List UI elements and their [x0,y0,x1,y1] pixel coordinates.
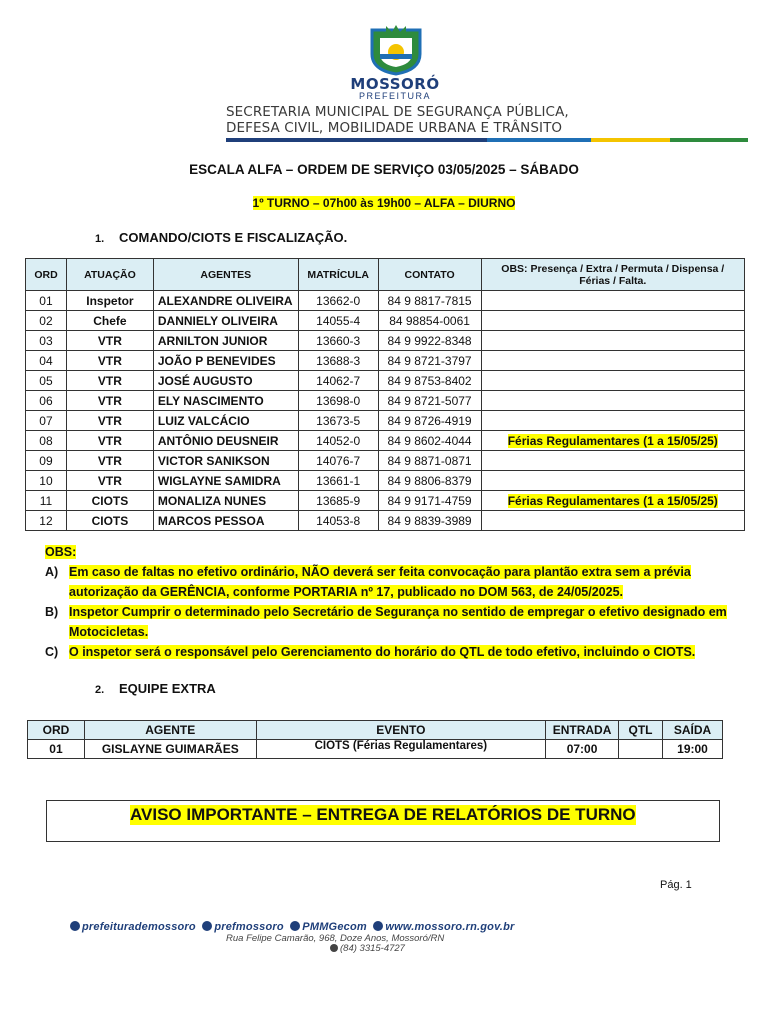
atuacao-cell: VTR [66,371,153,391]
equipe-col-header: AGENTE [84,721,256,740]
contato-cell: 84 9 9922-8348 [378,331,481,351]
table-row [26,391,745,411]
agente-cell: DANNIELY OLIVEIRA [153,311,298,331]
table-row [26,331,745,351]
atuacao-cell: CIOTS [66,491,153,511]
matricula-cell: 14052-0 [298,431,378,451]
equipe-col-header: ENTRADA [546,721,619,740]
ord-cell: 10 [26,471,67,491]
ord-cell: 06 [26,391,67,411]
agente-cell: VICTOR SANIKSON [153,451,298,471]
atuacao-cell: VTR [66,351,153,371]
ord-cell: 02 [26,311,67,331]
section-2-heading [95,681,216,696]
contato-cell: 84 9 8721-5077 [378,391,481,411]
prefeitura-crest-logo [366,24,426,76]
agente-cell: WIGLAYNE SAMIDRA [153,471,298,491]
equipe-col-header: EVENTO [256,721,545,740]
obs-cell [481,351,745,371]
obs-cell [481,391,745,411]
ord-cell: 05 [26,371,67,391]
globe-icon [373,921,383,931]
agente-cell: GISLAYNE GUIMARÃES [84,740,256,759]
ord-cell: 01 [26,291,67,311]
equipe-col-header: QTL [619,721,663,740]
secretaria-line-1: SECRETARIA MUNICIPAL DE SEGURANÇA PÚBLICA, [226,104,569,120]
agente-cell: LUIZ VALCÁCIO [153,411,298,431]
section-2-label: EQUIPE EXTRA [119,681,216,696]
turno-text: 1º TURNO – 07h00 às 19h00 – ALFA – DIURNO [252,196,516,210]
table-row [28,740,723,759]
escala-col-header: AGENTES [153,259,298,291]
footer-phone: (84) 3315-4727 [340,943,405,954]
twitter-icon [202,921,212,931]
secretaria-name [226,104,586,136]
equipe-extra-table [27,720,723,759]
matricula-cell: 14053-8 [298,511,378,531]
obs-note: Férias Regulamentares (1 a 15/05/25) [507,433,718,448]
table-row [26,311,745,331]
equipe-col-header: SAÍDA [662,721,722,740]
contato-cell: 84 9 8753-8402 [378,371,481,391]
ord-cell: 11 [26,491,67,511]
aviso-text: AVISO IMPORTANTE – ENTREGA DE RELATÓRIOS DE TURNO [130,805,636,824]
evento-cell: CIOTS (Férias Regulamentares) [256,740,545,759]
ord-cell: 07 [26,411,67,431]
table-row [26,431,745,451]
agente-cell: JOÃO P BENEVIDES [153,351,298,371]
page-number: Pág. 1 [660,879,692,891]
obs-cell [481,311,745,331]
obs-block [45,542,745,662]
entrada-cell: 07:00 [546,740,619,759]
obs-item [45,562,745,602]
obs-title: OBS: [45,545,77,559]
ord-cell: 09 [26,451,67,471]
table-row [26,371,745,391]
matricula-cell: 14076-7 [298,451,378,471]
atuacao-cell: VTR [66,431,153,451]
obs-item-label: A) [45,565,59,579]
atuacao-cell: VTR [66,411,153,431]
table-row [26,471,745,491]
footer-site: www.mossoro.rn.gov.br [385,921,515,933]
ord-cell: 08 [26,431,67,451]
obs-cell [481,431,745,451]
obs-item-label: C) [45,645,59,659]
escala-table-header [26,259,745,291]
footer-twitter: prefmossoro [214,921,284,933]
contato-cell: 84 9 8726-4919 [378,411,481,431]
matricula-cell: 13661-1 [298,471,378,491]
contato-cell: 84 9 8817-7815 [378,291,481,311]
ord-cell: 01 [28,740,85,759]
agente-cell: ARNILTON JUNIOR [153,331,298,351]
contato-cell: 84 9 9171-4759 [378,491,481,511]
matricula-cell: 13688-3 [298,351,378,371]
agente-cell: MARCOS PESSOA [153,511,298,531]
contato-cell: 84 98854-0061 [378,311,481,331]
section-2-number: 2. [95,684,105,696]
obs-item-text: Em caso de faltas no efetivo ordinário, NÃO deverá ser feita convocação para plantão extra sem a prévia autorização da GERÊNCIA, conforme PORTARIA nº 17, publicado no DOM 563, de 24/05/2025. [69,565,691,599]
social-media-icon [70,921,80,931]
footer-social: prefeiturademossoro [82,921,196,933]
obs-item [45,642,745,662]
table-row [26,451,745,471]
matricula-cell: 14055-4 [298,311,378,331]
atuacao-cell: VTR [66,391,153,411]
atuacao-cell: Chefe [66,311,153,331]
obs-cell [481,471,745,491]
atuacao-cell: Inspetor [66,291,153,311]
equipe-col-header: ORD [28,721,85,740]
obs-cell [481,511,745,531]
escala-table [25,258,745,531]
atuacao-cell: VTR [66,451,153,471]
matricula-cell: 13698-0 [298,391,378,411]
phone-icon [330,944,338,952]
header-color-stripe [226,138,748,142]
escala-col-header: MATRÍCULA [298,259,378,291]
contato-cell: 84 9 8806-8379 [378,471,481,491]
atuacao-cell: VTR [66,331,153,351]
obs-cell [481,411,745,431]
section-1-heading [95,230,347,245]
document-title: ESCALA ALFA – ORDEM DE SERVIÇO 03/05/2025 – SÁBADO [189,162,579,177]
agente-cell: ALEXANDRE OLIVEIRA [153,291,298,311]
section-1-label: COMANDO/CIOTS E FISCALIZAÇÃO. [119,230,348,245]
escala-col-header: OBS: Presença / Extra / Permuta / Dispensa / Férias / Falta. [481,259,745,291]
atuacao-cell: VTR [66,471,153,491]
contato-cell: 84 9 8721-3797 [378,351,481,371]
obs-cell [481,371,745,391]
ord-cell: 04 [26,351,67,371]
escala-col-header: ORD [26,259,67,291]
ord-cell: 03 [26,331,67,351]
matricula-cell: 14062-7 [298,371,378,391]
obs-item-text: Inspetor Cumprir o determinado pelo Secretário de Segurança no sentido de empregar o efetivo designado em Motocicletas. [69,605,727,639]
atuacao-cell: CIOTS [66,511,153,531]
escala-col-header: CONTATO [378,259,481,291]
matricula-cell: 13685-9 [298,491,378,511]
footer [70,921,700,954]
table-row [26,291,745,311]
table-row [26,351,745,371]
obs-cell [481,331,745,351]
saida-cell: 19:00 [662,740,722,759]
turno-line [0,196,768,210]
escala-col-header: ATUAÇÃO [66,259,153,291]
video-icon [290,921,300,931]
obs-item-text: O inspetor será o responsável pelo Gerenciamento do horário do QTL de todo efetivo, incluindo o CIOTS. [69,645,696,659]
table-row [26,511,745,531]
brand-subtitle: PREFEITURA [358,91,431,101]
contato-cell: 84 9 8871-0871 [378,451,481,471]
table-row [26,491,745,511]
matricula-cell: 13660-3 [298,331,378,351]
qtl-cell [619,740,663,759]
obs-cell [481,451,745,471]
footer-address: Rua Felipe Camarão, 968, Doze Anos, Mossoró/RN [226,933,445,944]
ord-cell: 12 [26,511,67,531]
obs-cell [481,291,745,311]
matricula-cell: 13662-0 [298,291,378,311]
agente-cell: ELY NASCIMENTO [153,391,298,411]
matricula-cell: 13673-5 [298,411,378,431]
aviso-box [46,800,720,842]
agente-cell: MONALIZA NUNES [153,491,298,511]
equipe-extra-header [28,721,723,740]
contato-cell: 84 9 8839-3989 [378,511,481,531]
obs-cell [481,491,745,511]
section-1-number: 1. [95,233,105,245]
contato-cell: 84 9 8602-4044 [378,431,481,451]
table-row [26,411,745,431]
obs-item [45,602,745,642]
agente-cell: JOSÉ AUGUSTO [153,371,298,391]
agente-cell: ANTÔNIO DEUSNEIR [153,431,298,451]
secretaria-line-2: DEFESA CIVIL, MOBILIDADE URBANA E TRÂNSITO [226,120,563,136]
brand-name: MOSSORÓ [350,75,440,93]
obs-item-label: B) [45,605,59,619]
footer-channel: PMMGecom [302,921,367,933]
obs-note: Férias Regulamentares (1 a 15/05/25) [507,493,718,508]
